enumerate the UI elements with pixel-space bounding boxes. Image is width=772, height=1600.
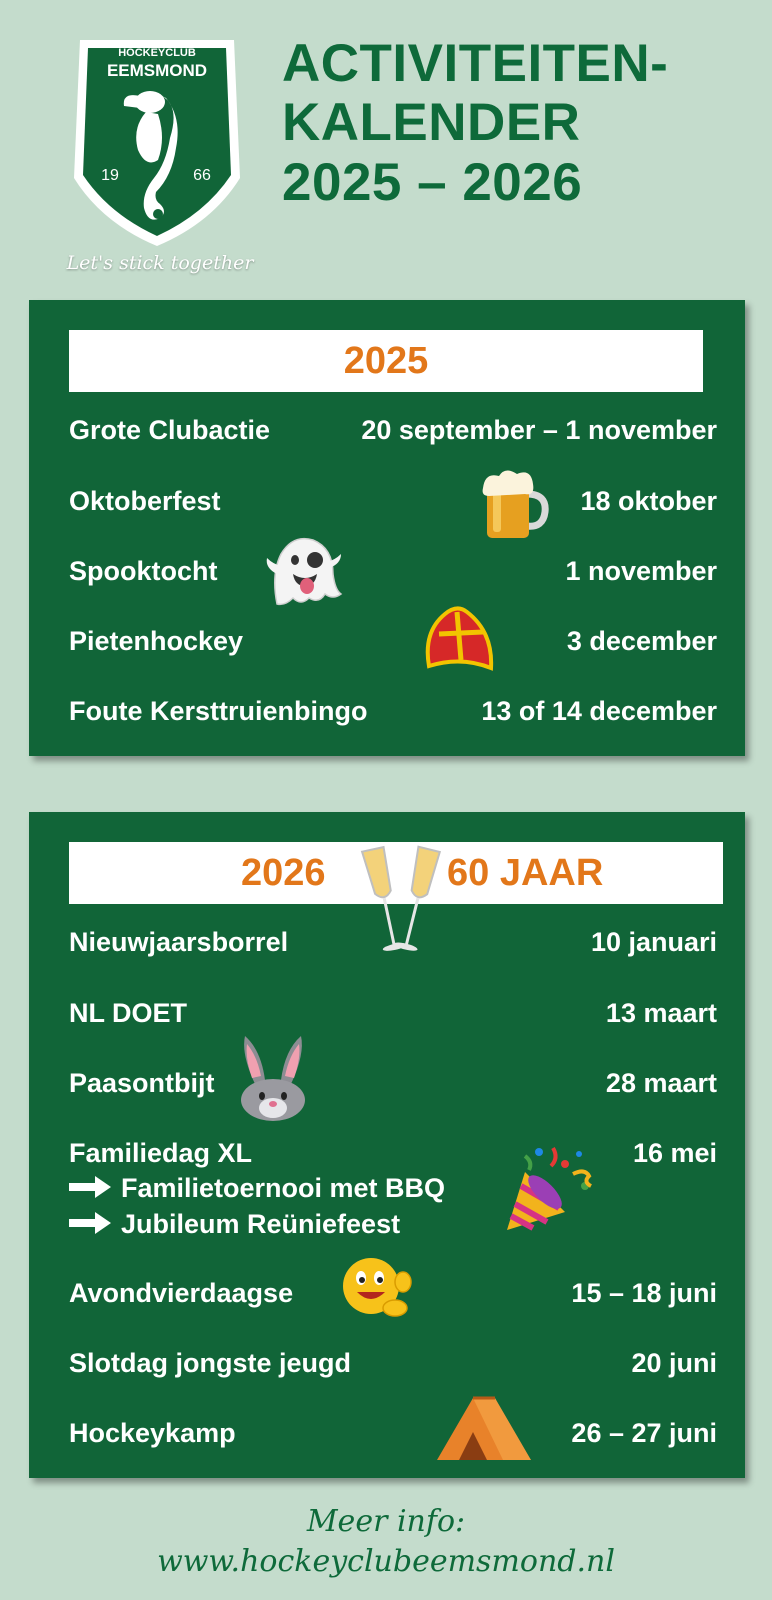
- event-date: 28 maart: [605, 1068, 717, 1098]
- event-label: Grote Clubactie: [69, 415, 271, 445]
- tent-icon: [433, 1392, 535, 1464]
- event-label: Foute Kersttruienbingo: [69, 696, 368, 726]
- event-date: 3 december: [566, 626, 717, 656]
- event-label: Paasontbijt: [69, 1068, 215, 1098]
- event-date: 13 of 14 december: [481, 696, 717, 726]
- event-label: Nieuwjaarsborrel: [69, 927, 289, 957]
- event-label: Oktoberfest: [69, 486, 221, 516]
- event-date: 26 – 27 juni: [571, 1418, 717, 1448]
- champagne-glasses-icon: [355, 842, 447, 960]
- happy-face-icon: [337, 1252, 413, 1324]
- event-label: Avondvierdaagse: [69, 1278, 294, 1308]
- ghost-icon: [263, 534, 343, 608]
- logo-club-name: EEMSMOND: [106, 61, 208, 80]
- sub-item: [69, 1208, 400, 1240]
- event-date: 20 juni: [631, 1348, 717, 1378]
- event-date: 18 oktober: [580, 486, 717, 516]
- sub-item-label: Familietoernooi met BBQ: [121, 1173, 446, 1203]
- logo-club-top: HOCKEYCLUB: [118, 47, 196, 59]
- mitre-icon: [421, 602, 497, 678]
- logo-year-right: 66: [193, 167, 211, 184]
- party-popper-icon: [503, 1142, 595, 1234]
- beer-mug-icon: [481, 466, 551, 542]
- sub-item-label: Jubileum Reüniefeest: [121, 1209, 401, 1239]
- arrow-right-icon: [69, 1176, 111, 1198]
- event-label: Pietenhockey: [69, 626, 244, 656]
- rabbit-icon: [235, 1034, 311, 1122]
- tagline: Let's stick together: [66, 252, 254, 274]
- panel-2025: [29, 300, 745, 756]
- title-line-1: ACTIVITEITEN-: [282, 34, 669, 93]
- banner-2025: 2025: [69, 330, 703, 392]
- club-logo: [62, 28, 252, 248]
- panel-2026: [29, 812, 745, 1478]
- event-label: NL DOET: [69, 998, 188, 1028]
- sub-item: [69, 1172, 445, 1204]
- title-line-3: 2025 – 2026: [282, 153, 583, 212]
- event-date: 20 september – 1 november: [361, 415, 717, 445]
- banner-year: 2026: [241, 852, 326, 894]
- logo-year-left: 19: [101, 167, 119, 184]
- arrow-right-icon: [69, 1212, 111, 1234]
- event-label: Spooktocht: [69, 556, 218, 586]
- event-label: Hockeykamp: [69, 1418, 236, 1448]
- event-label: Slotdag jongste jeugd: [69, 1348, 351, 1378]
- banner-jubilee: 60 JAAR: [447, 852, 604, 894]
- event-date: 10 januari: [590, 927, 717, 957]
- event-label: Familiedag XL: [69, 1138, 253, 1168]
- footer-more-info: Meer info:: [306, 1504, 466, 1539]
- event-date: 16 mei: [632, 1138, 717, 1168]
- event-date: 15 – 18 juni: [571, 1278, 717, 1308]
- title-line-2: KALENDER: [282, 93, 581, 152]
- footer-website-link[interactable]: www.hockeyclubeemsmond.nl: [157, 1544, 615, 1579]
- event-date: 13 maart: [605, 998, 717, 1028]
- event-date: 1 november: [565, 556, 717, 586]
